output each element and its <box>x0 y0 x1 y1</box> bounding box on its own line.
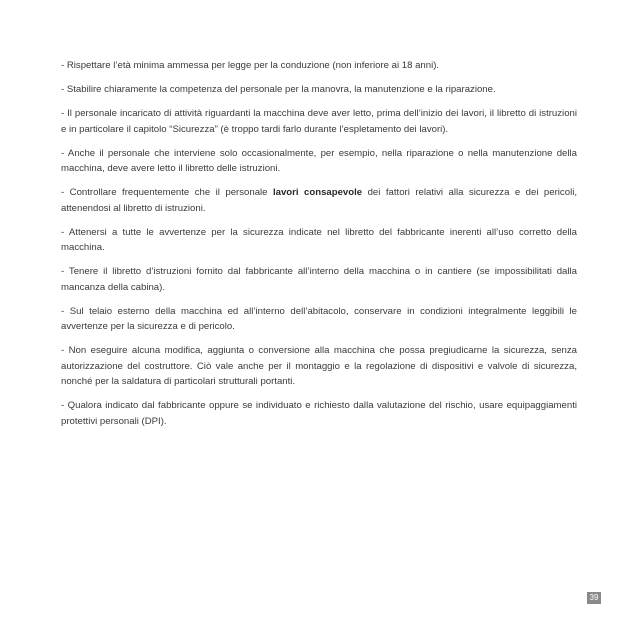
paragraph-manual-reading: - Il personale incaricato di attività riguardanti la macchina deve aver letto, prima dell’inizio dei lavori, il libretto di istruzioni e in particolare il capitolo “Sicurezza” (è troppo tardi farlo durante l’espletamento dei lavori). <box>61 108 577 135</box>
paragraph-age-requirement: - Rispettare l’età minima ammessa per legge per la conduzione (non inferiore ai 18 anni). <box>61 60 440 71</box>
paragraph-text-before: - Controllare frequentemente che il personale <box>61 187 273 198</box>
page-number: 39 <box>587 592 601 604</box>
paragraph-occasional-staff: - Anche il personale che interviene solo occasionalmente, per esempio, nella riparazione o nella manutenzione della macchina, deve avere letto il libretto delle istruzioni. <box>61 147 577 174</box>
document-body <box>61 58 577 438</box>
paragraph-no-modifications: - Non eseguire alcuna modifica, aggiunta o conversione alla macchina che possa pregiudicarne la sicurezza, senza autorizzazione del costruttore. Ciò vale anche per il montaggio e la regolazione di dispositivi e valvole di sicurezza, nonché per la saldatura di particolari strutturali portanti. <box>61 345 577 387</box>
paragraph-ppe: - Qualora indicato dal fabbricante oppure se individuato e richiesto dalla valutazione del rischio, usare equipaggiamenti protettivi personali (DPI). <box>61 400 577 427</box>
paragraph-check-awareness <box>61 185 577 216</box>
paragraph-staff-competence: - Stabilire chiaramente la competenza del personale per la manovra, la manutenzione e la riparazione. <box>61 84 496 95</box>
paragraph-legible-warnings: - Sul telaio esterno della macchina ed all’interno dell’abitacolo, conservare in condizioni integralmente leggibili le avvertenze per la sicurezza e di pericolo. <box>61 305 577 332</box>
paragraph-bold-phrase: lavori consapevole <box>272 187 363 198</box>
paragraph-safety-warnings: - Attenersi a tutte le avvertenze per la sicurezza indicate nel libretto del fabbricante inerenti all’uso corretto della macchina. <box>61 226 577 253</box>
paragraph-keep-manual: - Tenere il libretto d’istruzioni fornito dal fabbricante all’interno della macchina o in cantiere (se impossibilitati dalla mancanza della cabina). <box>61 266 577 293</box>
paragraph-text-after: dei fattori relativi alla sicurezza e dei pericoli, attenendosi al libretto di istruzioni. <box>61 187 577 214</box>
